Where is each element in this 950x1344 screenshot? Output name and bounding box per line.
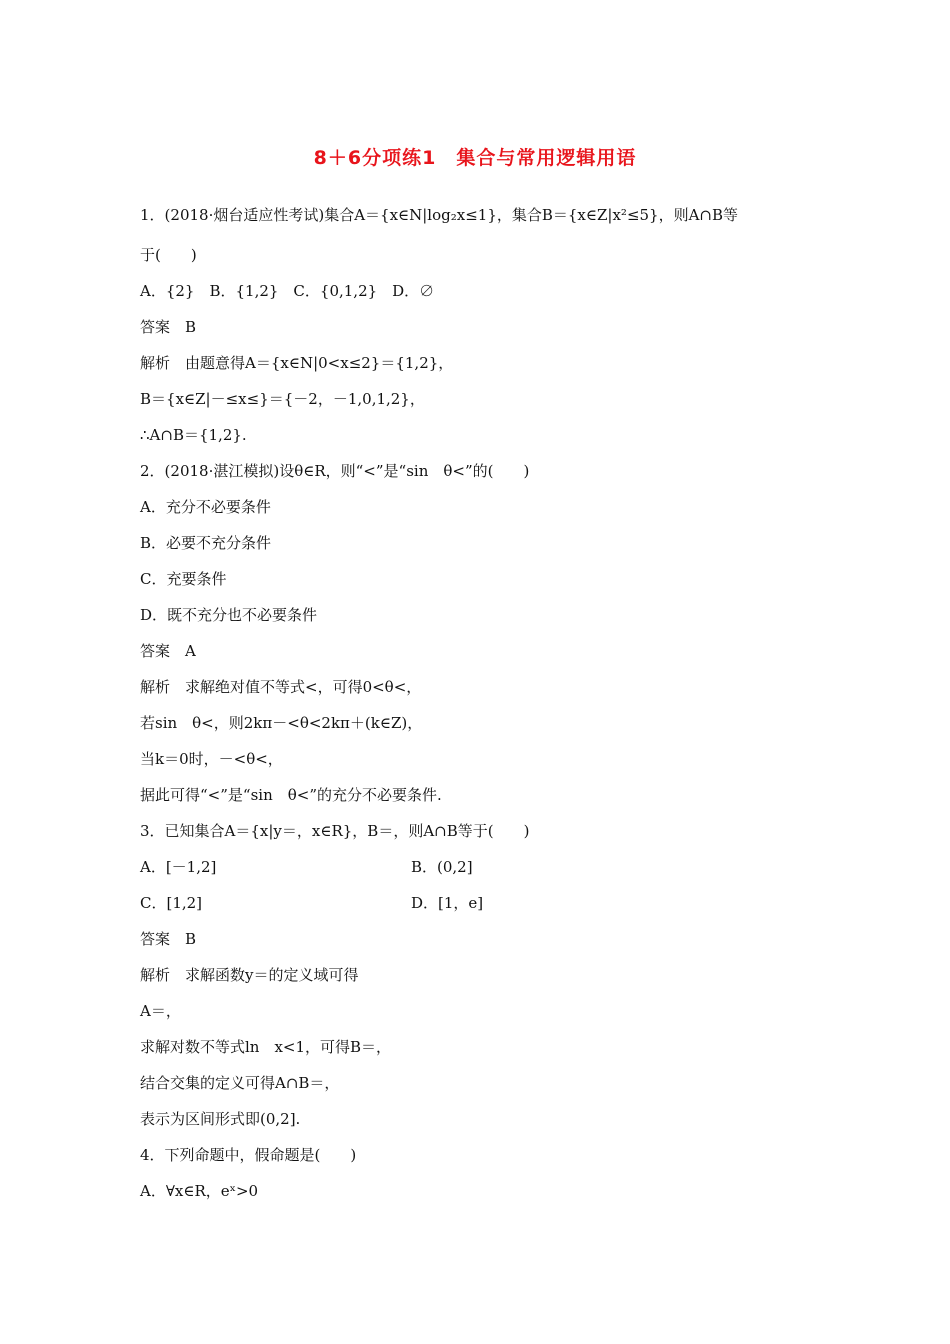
question-2-analysis: 解析 求解绝对值不等式<，可得0<θ<， bbox=[140, 678, 422, 696]
question-2-conclusion: 据此可得“<”是“sin θ<”的充分不必要条件. bbox=[140, 786, 442, 804]
question-1-answer: 答案 B bbox=[140, 318, 197, 336]
page-title: 8＋6分项练1 集合与常用逻辑用语 bbox=[313, 147, 637, 169]
question-1-analysis-line: B＝{x∈Z|－≤x≤}＝{－2，－1,0,1,2}， bbox=[140, 390, 425, 408]
question-2-option-d: D．既不充分也不必要条件 bbox=[140, 606, 318, 624]
question-3-analysis-line: 求解对数不等式ln x<1，可得B＝， bbox=[140, 1038, 392, 1056]
question-3-analysis-line: A＝， bbox=[140, 1002, 181, 1020]
question-1-options: A．{2} B．{1,2} C．{0,1,2} D．∅ bbox=[140, 282, 435, 300]
question-3-option-d: D．[1，e] bbox=[411, 894, 484, 912]
question-2-answer: 答案 A bbox=[140, 642, 196, 660]
question-3-stem: 3．已知集合A＝{x|y＝，x∈R}，B＝，则A∩B等于( ) bbox=[140, 822, 530, 840]
question-3-option-b: B．(0,2] bbox=[411, 858, 473, 876]
question-1-stem: 1．(2018·烟台适应性考试)集合A＝{x∈N|log₂x≤1}，集合B＝{x∈Z|x²≤5}，则A∩B等 bbox=[140, 206, 739, 224]
question-1-stem-cont: 于( ) bbox=[140, 246, 197, 264]
question-1-analysis: 解析 由题意得A＝{x∈N|0<x≤2}＝{1,2}， bbox=[140, 354, 454, 372]
question-2-stem: 2．(2018·湛江模拟)设θ∈R，则“<”是“sin θ<”的( ) bbox=[140, 462, 530, 480]
question-3-answer: 答案 B bbox=[140, 930, 197, 948]
question-4-option-a: A．∀x∈R，eˣ>0 bbox=[140, 1182, 259, 1200]
question-3-analysis: 解析 求解函数y＝的定义域可得 bbox=[140, 966, 359, 984]
question-2-option-b: B．必要不充分条件 bbox=[140, 534, 272, 552]
question-3-analysis-line: 结合交集的定义可得A∩B＝， bbox=[140, 1074, 340, 1092]
question-2-analysis-line: 若sin θ<，则2kπ－<θ<2kπ＋(k∈Z)， bbox=[140, 714, 423, 732]
question-2-analysis-line: 当k＝0时，－<θ<， bbox=[140, 750, 283, 768]
question-3-option-a: A．[－1,2] bbox=[140, 858, 217, 876]
question-2-option-c: C．充要条件 bbox=[140, 570, 227, 588]
question-3-option-c: C．[1,2] bbox=[140, 894, 203, 912]
question-4-stem: 4．下列命题中，假命题是( ) bbox=[140, 1146, 357, 1164]
question-1-conclusion: ∴A∩B＝{1,2}. bbox=[140, 426, 247, 444]
question-3-conclusion: 表示为区间形式即(0,2]. bbox=[140, 1110, 301, 1128]
question-2-option-a: A．充分不必要条件 bbox=[140, 498, 271, 516]
